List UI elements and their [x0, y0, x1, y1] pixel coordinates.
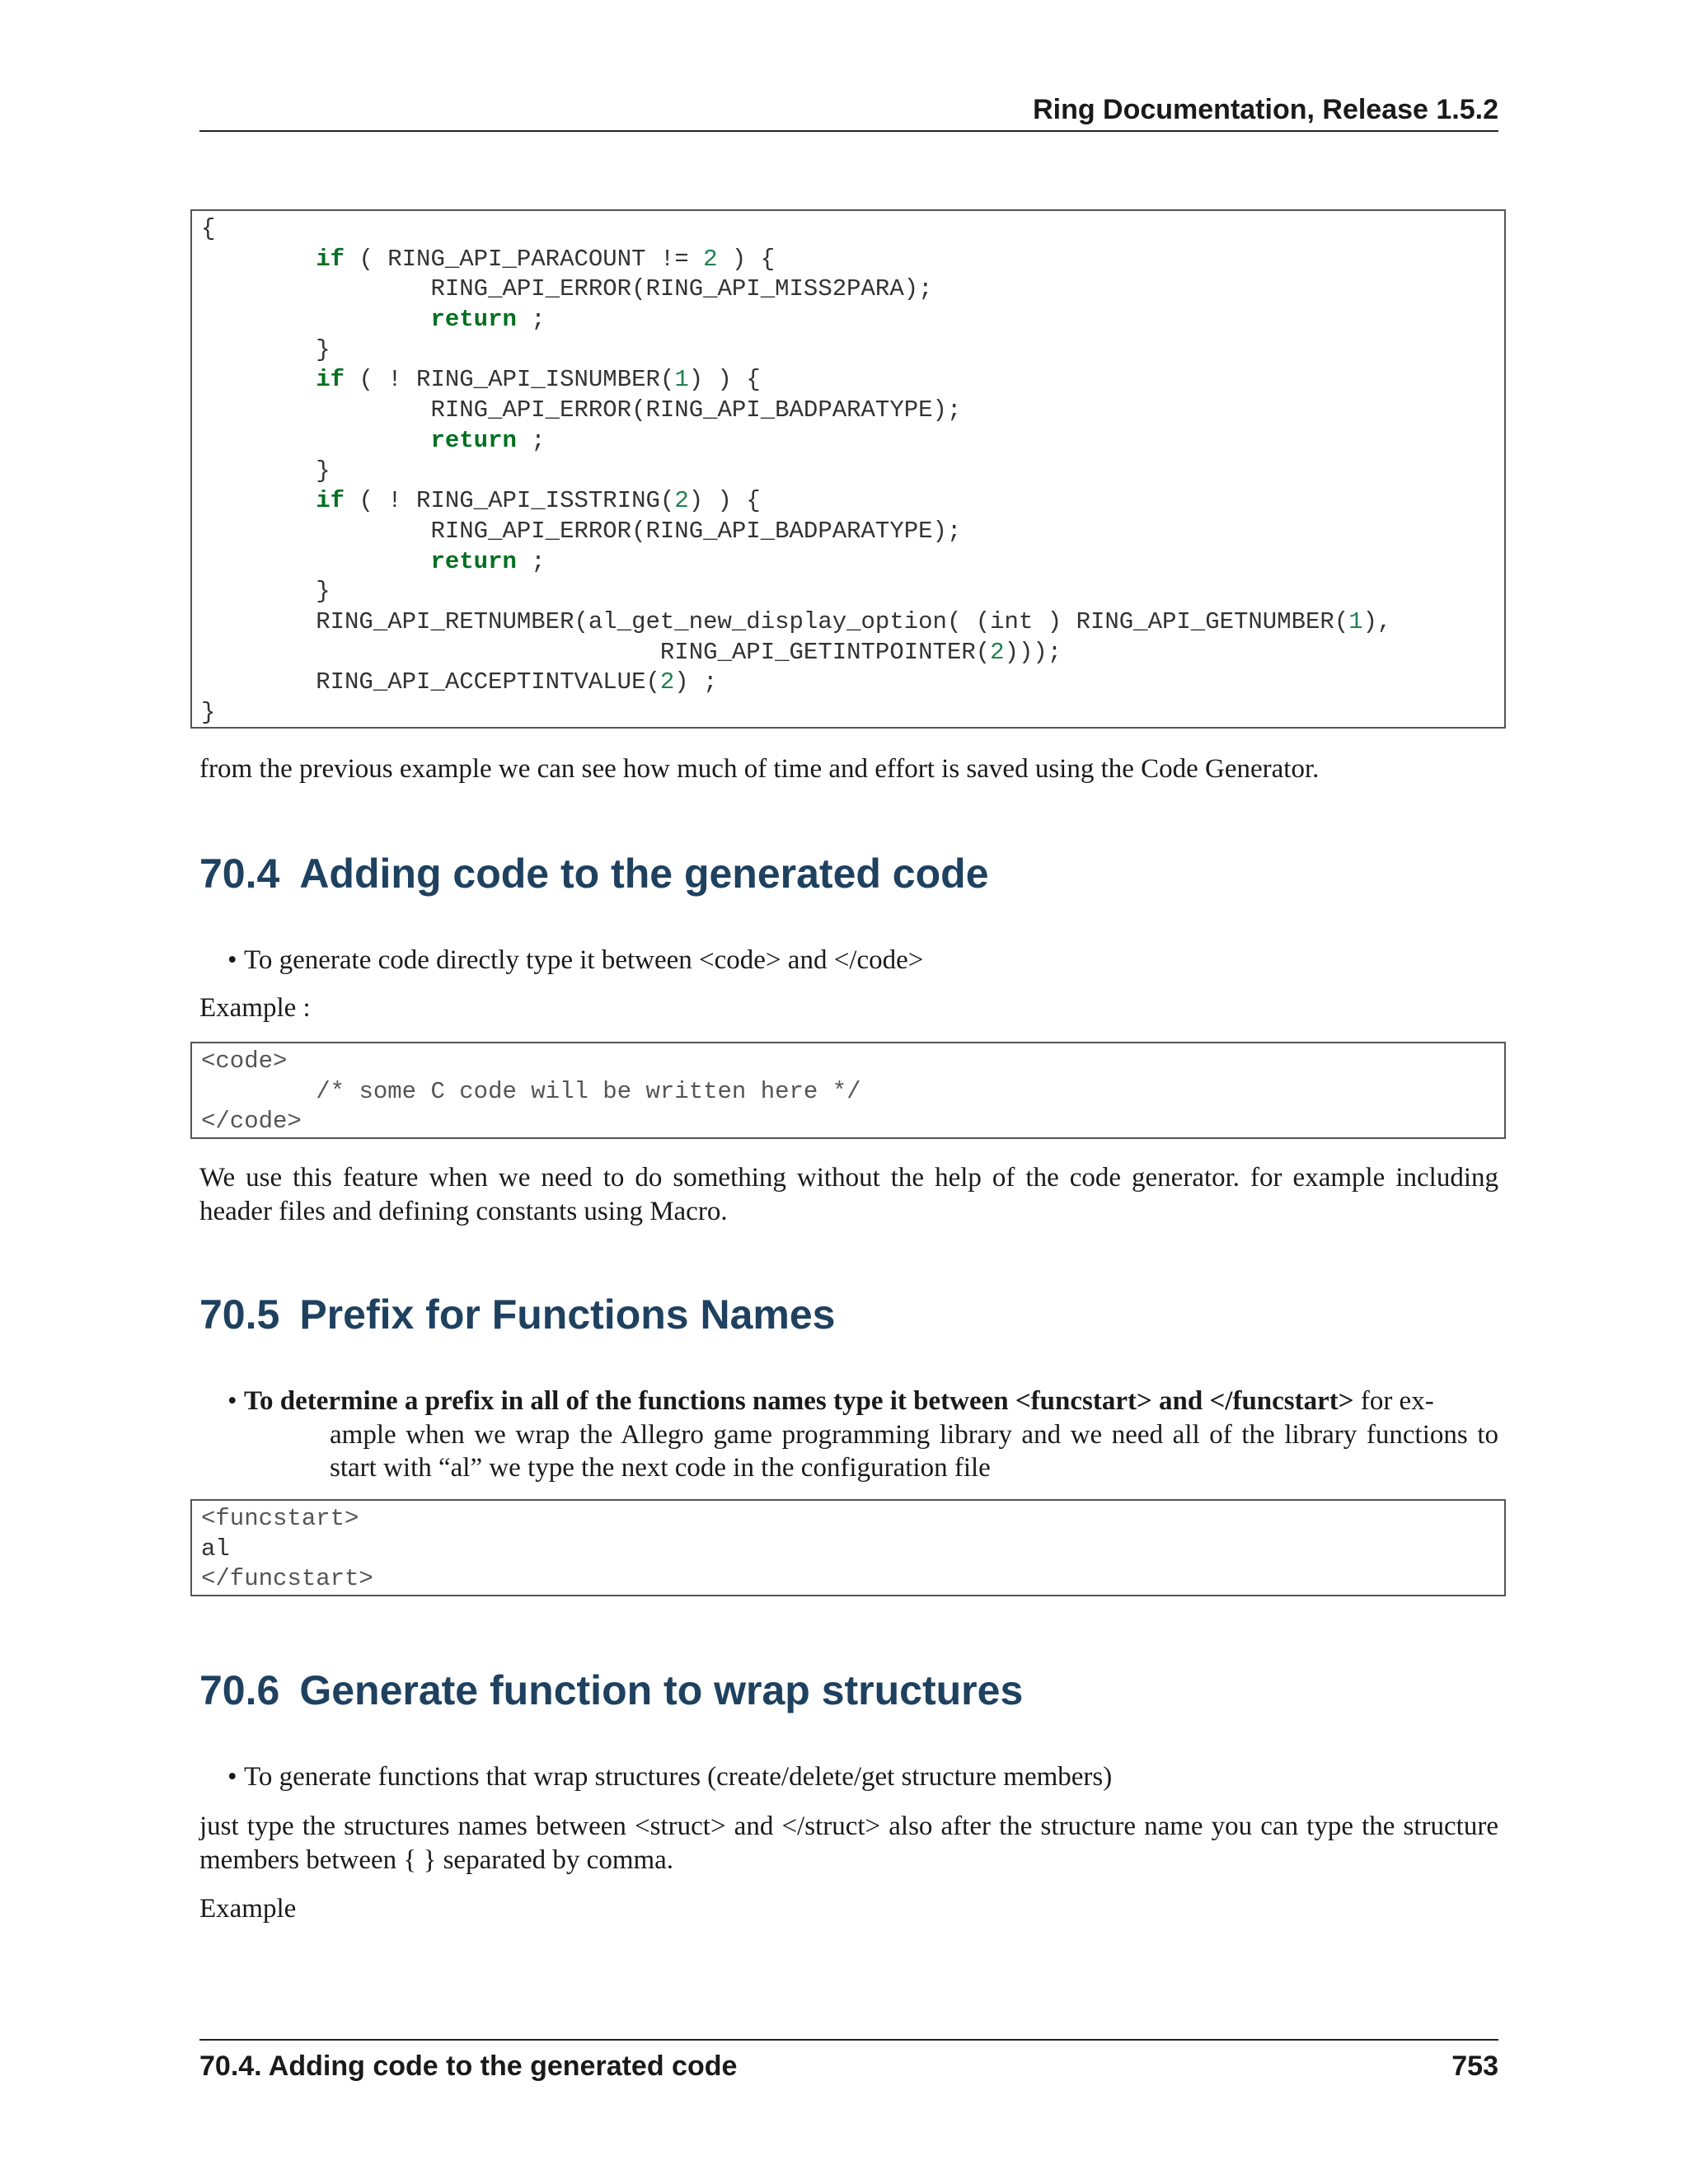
code-number: 1 — [674, 366, 689, 394]
code-number: 2 — [674, 487, 689, 515]
code-line — [201, 547, 1504, 578]
code-text: ) { — [717, 245, 776, 273]
bullet-text: To generate functions that wrap structures (create/delete/get structure members) — [244, 1762, 1113, 1792]
section-heading-70-4 — [199, 849, 989, 898]
code-text: ) ) { — [688, 366, 761, 394]
code-text: { — [201, 215, 216, 242]
code-text: RING_API_ERROR(RING_API_BADPARATYPE); — [201, 517, 962, 545]
code-line — [201, 396, 1504, 426]
code-block-code-tag — [190, 1042, 1506, 1139]
bullet-dot-icon: • — [227, 1386, 237, 1416]
running-header: Ring Documentation, Release 1.5.2 — [1033, 94, 1498, 125]
paragraph-struct: just type the structures names between <struct> and </struct> also after the structure name you can type the structure members between { } separated by comma. — [199, 1811, 1498, 1875]
code-text: ), — [1362, 607, 1392, 635]
section-number: 70.5 — [199, 1291, 280, 1338]
section-title: Generate function to wrap structures — [299, 1667, 1024, 1713]
code-number: 2 — [990, 638, 1005, 666]
code-block-1 — [190, 209, 1506, 729]
paragraph-code-feature: We use this feature when we need to do something without the help of the code generator. for example including header files and defining constants using Macro. — [199, 1163, 1498, 1226]
code-text — [201, 1078, 316, 1105]
code-line — [201, 668, 1504, 698]
section-heading-70-5 — [199, 1290, 835, 1339]
code-text: </code> — [201, 1108, 302, 1136]
code-text: RING_API_ACCEPTINTVALUE( — [201, 668, 660, 696]
section-heading-70-6 — [199, 1666, 1023, 1715]
code-line — [201, 245, 1504, 275]
code-text: ( RING_API_PARACOUNT != — [345, 245, 704, 273]
code-keyword: if — [316, 487, 345, 515]
footer-section-title: 70.4. Adding code to the generated code — [199, 2050, 738, 2082]
code-line — [201, 1535, 1504, 1565]
code-text — [201, 306, 430, 333]
code-text — [201, 246, 316, 273]
code-line — [201, 1077, 1504, 1108]
code-text: <code> — [201, 1047, 288, 1075]
code-line — [201, 1047, 1504, 1077]
code-line — [201, 698, 1504, 729]
code-text: } — [201, 699, 216, 726]
section-title: Prefix for Functions Names — [299, 1291, 836, 1338]
page-number: 753 — [1451, 2050, 1498, 2082]
code-text: ( ! RING_API_ISSTRING( — [345, 487, 675, 515]
bullet-text: To generate code directly type it between <code> and </code> — [244, 945, 924, 975]
bullet-bold-text: To determine a prefix in all of the functions names type it between <funcstart> and </funcstart> — [244, 1386, 1354, 1416]
code-line — [201, 335, 1504, 366]
code-line — [201, 577, 1504, 607]
bullet-dot-icon: • — [227, 1762, 237, 1792]
code-line — [201, 607, 1504, 638]
code-text: ( ! RING_API_ISNUMBER( — [345, 366, 675, 394]
bullet-dot-icon: • — [227, 945, 237, 975]
bullet-item-code-tag — [227, 944, 924, 977]
code-line — [201, 426, 1504, 457]
bullet-continuation: ample when we wrap the Allegro game programming library and we need all of the library functions to start with “al” we type the next code in the configuration file — [330, 1420, 1498, 1483]
section-title: Adding code to the generated code — [299, 851, 989, 897]
code-block-funcstart — [190, 1499, 1506, 1596]
code-text: } — [201, 457, 331, 485]
code-text: RING_API_ERROR(RING_API_BADPARATYPE); — [201, 396, 962, 424]
example-label-struct: Example — [199, 1894, 297, 1924]
code-text: ; — [516, 547, 546, 575]
section-number: 70.6 — [199, 1667, 280, 1713]
code-text: RING_API_RETNUMBER(al_get_new_display_option( (int ) RING_API_GETNUMBER( — [201, 607, 1349, 635]
code-text: </funcstart> — [201, 1565, 373, 1593]
code-text: /* some C code will be written here */ — [316, 1077, 861, 1105]
bullet-item-struct — [227, 1760, 1113, 1794]
code-number: 2 — [703, 245, 718, 273]
code-text: al — [201, 1535, 230, 1563]
code-line — [201, 1564, 1504, 1595]
code-text — [201, 427, 430, 454]
code-line — [201, 365, 1504, 396]
code-keyword: return — [430, 426, 517, 454]
section-number: 70.4 — [199, 851, 280, 897]
code-line — [201, 305, 1504, 335]
code-keyword: return — [430, 547, 517, 575]
code-text: ) ; — [674, 668, 718, 696]
bullet-item-funcstart — [227, 1385, 1498, 1418]
example-label: Example : — [199, 993, 311, 1023]
code-text: ; — [516, 426, 546, 454]
code-line — [201, 274, 1504, 305]
code-keyword: return — [430, 306, 517, 334]
code-text: } — [201, 578, 331, 606]
code-keyword: if — [316, 245, 345, 273]
code-line — [201, 517, 1504, 547]
code-line — [201, 1504, 1504, 1535]
code-text: } — [201, 335, 331, 363]
code-text: ))); — [1004, 638, 1062, 666]
code-text — [201, 487, 316, 514]
code-text: <funcstart> — [201, 1505, 359, 1532]
code-line — [201, 486, 1504, 517]
header-rule — [199, 130, 1498, 132]
code-text — [201, 366, 316, 393]
code-text: ) ) { — [688, 487, 761, 515]
code-line — [201, 214, 1504, 245]
code-text — [201, 548, 430, 575]
code-line — [201, 457, 1504, 487]
code-number: 1 — [1348, 607, 1363, 635]
paragraph-code-generator-savings: from the previous example we can see how much of time and effort is saved using the Code Generator. — [199, 754, 1320, 784]
code-keyword: if — [316, 366, 345, 394]
code-line — [201, 638, 1504, 668]
code-line — [201, 1107, 1504, 1137]
code-text: RING_API_ERROR(RING_API_MISS2PARA); — [201, 275, 933, 303]
footer-rule — [199, 2039, 1498, 2041]
code-text: ; — [516, 306, 546, 334]
bullet-text: for ex- — [1353, 1386, 1434, 1416]
code-number: 2 — [659, 668, 675, 696]
code-text: RING_API_GETINTPOINTER( — [201, 638, 991, 666]
